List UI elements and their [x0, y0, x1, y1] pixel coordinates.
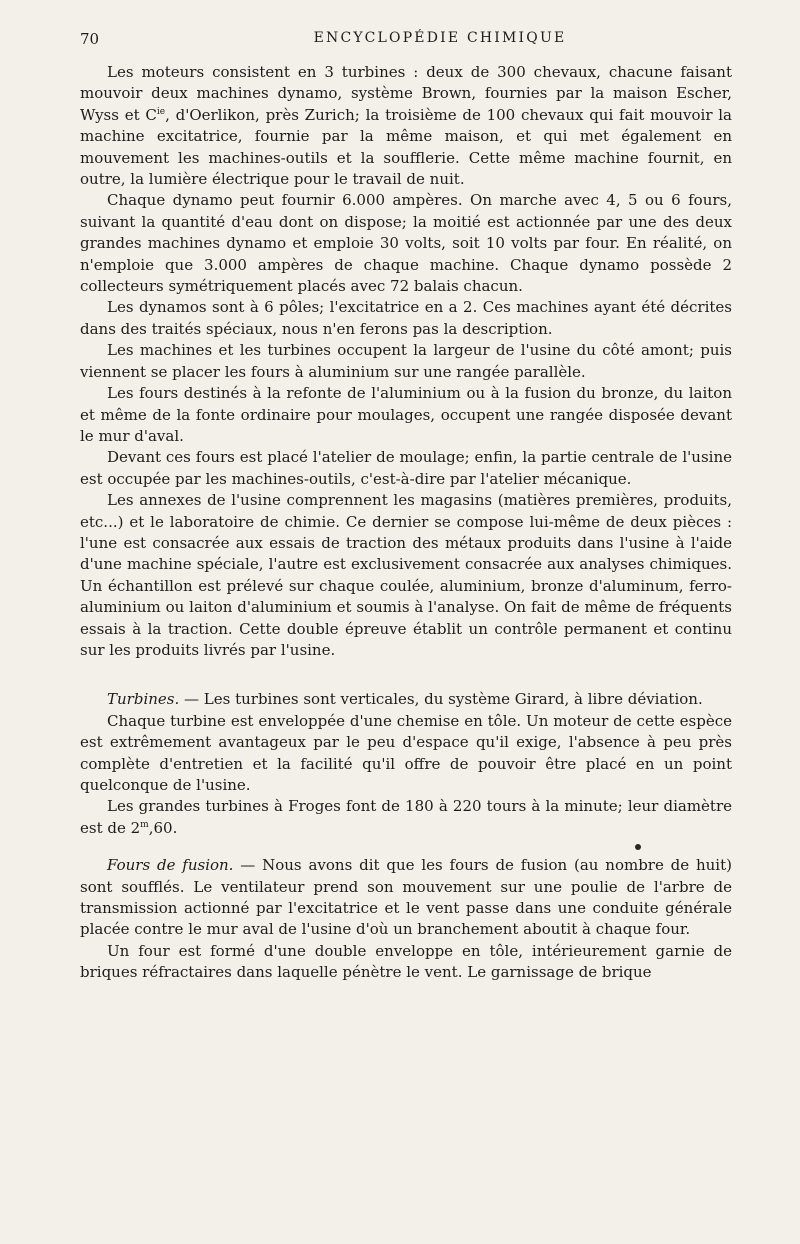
- company-abbreviation-superscript: ie: [156, 106, 166, 117]
- page-header: [80, 30, 740, 52]
- body-text: [80, 62, 732, 984]
- section-heading-turbines: Turbines.: [107, 690, 180, 709]
- section-fours-text: — Nous avons dit que les fours de fusion (au nombre de huit) sont soufflés. Le ventilateur prend son mouvement sur une poulie de l'arbre de transmission actionné par l'excitatrice et le vent passe dans une conduite générale placée contre le mur aval de l'usine d'où un branchement aboutit à chaque four.: [80, 856, 732, 939]
- section-turbines: [80, 689, 732, 710]
- paragraph-turbine-speed: [80, 796, 732, 839]
- bullet-ornament-icon: [635, 844, 641, 850]
- page-number: 70: [80, 30, 100, 48]
- paragraph-turbine-speed-text-a: Les grandes turbines à Froges font de 180 à 220 tours à la minute; leur diamètre est de 2: [80, 797, 732, 837]
- paragraph-chemise: Chaque turbine est enveloppée d'une chemise en tôle. Un moteur de cette espèce est extrêmement avantageux par le peu d'espace qu'il exige, l'absence à peu près complète d'entretien et la facilité qu'il offre de pouvoir être placé en un point quelconque de l'usine.: [80, 711, 732, 794]
- paragraph-moulage: Devant ces fours est placé l'atelier de moulage; enfin, la partie centrale de l'usine est occupée par les machines-outils, c'est-à-dire par l'atelier mécanique.: [80, 448, 732, 488]
- paragraph-dynamo-poles: Les dynamos sont à 6 pôles; l'excitatrice en a 2. Ces machines ayant été décrites dans des traités spéciaux, nous n'en ferons pas la description.: [80, 298, 732, 338]
- ornament-spacer: [80, 839, 732, 855]
- paragraph-annexes: Les annexes de l'usine comprennent les magasins (matières premières, produits, etc...) et le laboratoire de chimie. Ce dernier se compose lui-même de deux pièces : l'une est consacrée aux essais de traction des métaux produits dans l'usine à l'aide d'une machine spéciale, l'autre est exclusivement consacrée aux analyses chimiques. Un échantillon est prélevé sur chaque coulée, aluminium, bronze d'aluminum, ferro-aluminium ou laiton d'aluminium et soumis à l'analyse. On fait de même de fréquents essais à la traction. Cette double épreuve établit un contrôle permanent et continu sur les produits livrés par l'usine.: [80, 491, 732, 659]
- paragraph-moteurs-text-b: , d'Oerlikon, près Zurich; la troisième de 100 chevaux qui fait mouvoir la machine excitatrice, fournie par la même maison, et qui met également en mouvement les machines-outils et la soufflerie. Cette même machine fournit, en outre, la lumière électrique pour le travail de nuit.: [80, 105, 732, 189]
- paragraph-moteurs: [80, 62, 732, 190]
- paragraph-refonte-fours: Les fours destinés à la refonte de l'aluminium ou à la fusion du bronze, du laiton et même de la fonte ordinaire pour moulages, occupent une rangée disposée devant le mur d'aval.: [80, 384, 732, 445]
- section-spacer: [80, 661, 732, 689]
- section-fours: [80, 855, 732, 941]
- meter-unit-superscript: m: [140, 819, 149, 830]
- section-turbines-text: — Les turbines sont verticales, du système Girard, à libre déviation.: [179, 690, 703, 709]
- paragraph-turbine-speed-text-b: ,60.: [148, 818, 178, 837]
- paragraph-moteurs-text-a: Les moteurs consistent en 3 turbines : deux de 300 chevaux, chacune faisant mouvoir deux machines dynamo, système Brown, fournies par la maison Escher, Wyss et C: [80, 63, 732, 124]
- paragraph-machine-layout: Les machines et les turbines occupent la largeur de l'usine du côté amont; puis viennent se placer les fours à aluminium sur une rangée parallèle.: [80, 341, 732, 381]
- running-title: ENCYCLOPÉDIE CHIMIQUE: [313, 30, 567, 46]
- paragraph-four-structure: Un four est formé d'une double enveloppe en tôle, intérieurement garnie de briques réfractaires dans laquelle pénètre le vent. Le garnissage de brique: [80, 941, 732, 982]
- section-heading-fours: Fours de fusion.: [107, 856, 234, 875]
- paragraph-dynamo-capacity: Chaque dynamo peut fournir 6.000 ampères. On marche avec 4, 5 ou 6 fours, suivant la quantité d'eau dont on dispose; la moitié est actionnée par une des deux grandes machines dynamo et emploie 30 volts, soit 10 volts par four. En réalité, on n'emploie que 3.000 ampères de chaque machine. Chaque dynamo possède 2 collecteurs symétriquement placés avec 72 balais chacun.: [80, 191, 732, 296]
